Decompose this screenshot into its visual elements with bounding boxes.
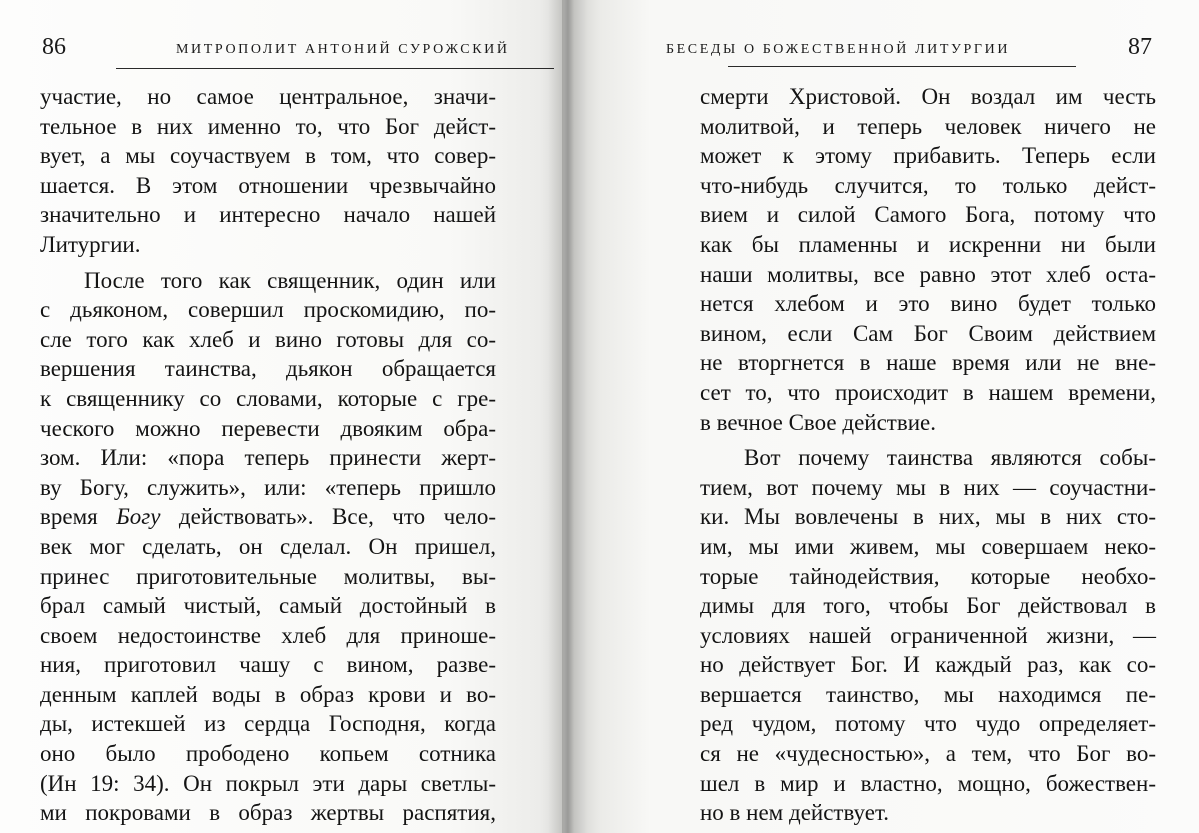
text-line: Литургии. <box>40 231 141 257</box>
left-header-rule <box>116 68 554 69</box>
text-line: что-нибудь случится, то только дейст- <box>700 172 1156 198</box>
text-line <box>40 502 496 532</box>
text-line: ми покровами в образ жертвы распятия, <box>40 800 496 826</box>
text-line: ды, истекшей из сердца Господня, когда <box>40 711 496 737</box>
left-body-text <box>40 82 496 828</box>
left-page <box>0 0 562 833</box>
text-line: ву Богу, служить», или: «теперь пришло <box>40 474 496 500</box>
text-line: (Ин 19: 34). Он покрыл эти дары светлы- <box>40 770 496 796</box>
text-line: как бы пламенны и искренни ни были <box>700 231 1156 257</box>
text-line: тельное в них именно то, что Бог дейст- <box>40 113 496 139</box>
left-page-number: 86 <box>42 34 66 60</box>
text-line: с дьяконом, совершил проскомидию, по- <box>40 297 496 323</box>
text-line: сет то, что происходит в нашем времени, <box>700 379 1156 405</box>
text-line: значительно и интересно начало нашей <box>40 202 496 228</box>
right-body-text <box>700 82 1156 828</box>
text-line: вует, а мы соучаствуем в том, что совер- <box>40 143 496 169</box>
text-line: денным каплей воды в образ крови и во- <box>40 681 496 707</box>
italic-emphasis: Богу <box>116 504 161 530</box>
text-line: шел в мир и властно, мощно, божествен- <box>700 770 1156 796</box>
text-line: век мог сделать, он сделал. Он пришел, <box>40 533 496 559</box>
text-line: ки. Мы вовлечены в них, мы в них сто- <box>700 504 1156 530</box>
text-line: вием и силой Самого Бога, потому что <box>700 202 1156 228</box>
text-line: брал самый чистый, самый достойный в <box>40 593 496 619</box>
text-line: оно было прободено копьем сотника <box>40 741 496 767</box>
text-line: своем недостоинстве хлеб для приноше- <box>40 622 496 648</box>
text-line: наши молитвы, все равно этот хлеб оста- <box>700 261 1156 287</box>
text-line: Вот почему таинства являются собы- <box>744 445 1156 471</box>
right-page-number: 87 <box>1128 34 1152 60</box>
text-fragment: время <box>40 504 117 530</box>
text-line: ся не «чудесностью», а тем, что Бог во- <box>700 741 1156 767</box>
text-line: принес приготовительные молитвы, вы- <box>40 563 496 589</box>
text-line: После того как священник, один или <box>84 267 496 293</box>
text-line: ред чудом, потому что чудо определяет- <box>700 711 1156 737</box>
text-line: вином, если Сам Бог Своим действием <box>700 320 1156 346</box>
text-line: нется хлебом и это вино будет только <box>700 291 1156 317</box>
text-line: условиях нашей ограниченной жизни, — <box>700 622 1156 648</box>
text-line: к священнику со словами, которые с гре- <box>40 385 496 411</box>
text-line: вершения таинства, дьякон обращается <box>40 356 496 382</box>
text-line: шается. В этом отношении чрезвычайно <box>40 172 496 198</box>
text-line: может к этому прибавить. Теперь если <box>700 143 1156 169</box>
text-line: ния, приготовил чашу с вином, разве- <box>40 652 496 678</box>
text-fragment: действовать». Все, что чело- <box>160 504 496 530</box>
text-line: ческого можно перевести двояким обра- <box>40 415 496 441</box>
text-line: сле того как хлеб и вино готовы для со- <box>40 326 496 352</box>
text-line: димы для того, чтобы Бог действовал в <box>700 593 1156 619</box>
right-header-rule <box>728 66 1076 67</box>
text-line: молитвой, и теперь человек ничего не <box>700 113 1156 139</box>
text-line: смерти Христовой. Он воздал им честь <box>700 84 1156 109</box>
text-line: в вечное Свое действие. <box>700 409 936 435</box>
text-line: вершается таинство, мы находимся пе- <box>700 681 1156 707</box>
text-line: зом. Или: «пора теперь принести жерт- <box>40 445 496 471</box>
right-running-head: БЕСЕДЫ О БОЖЕСТВЕННОЙ ЛИТУРГИИ <box>666 42 1011 57</box>
left-running-head: МИТРОПОЛИТ АНТОНИЙ СУРОЖСКИЙ <box>176 42 510 57</box>
text-line: тием, вот почему мы в них — соучастни- <box>700 474 1156 500</box>
text-line: участие, но самое центральное, значи- <box>40 84 496 109</box>
text-line: не вторгнется в наше время или не вне- <box>700 350 1156 376</box>
text-line: им, мы ими живем, мы совершаем неко- <box>700 533 1156 559</box>
text-line: но действует Бог. И каждый раз, как со- <box>700 652 1156 678</box>
text-line: но в нем действует. <box>700 800 890 826</box>
text-line: торые тайнодействия, которые необхо- <box>700 563 1156 589</box>
